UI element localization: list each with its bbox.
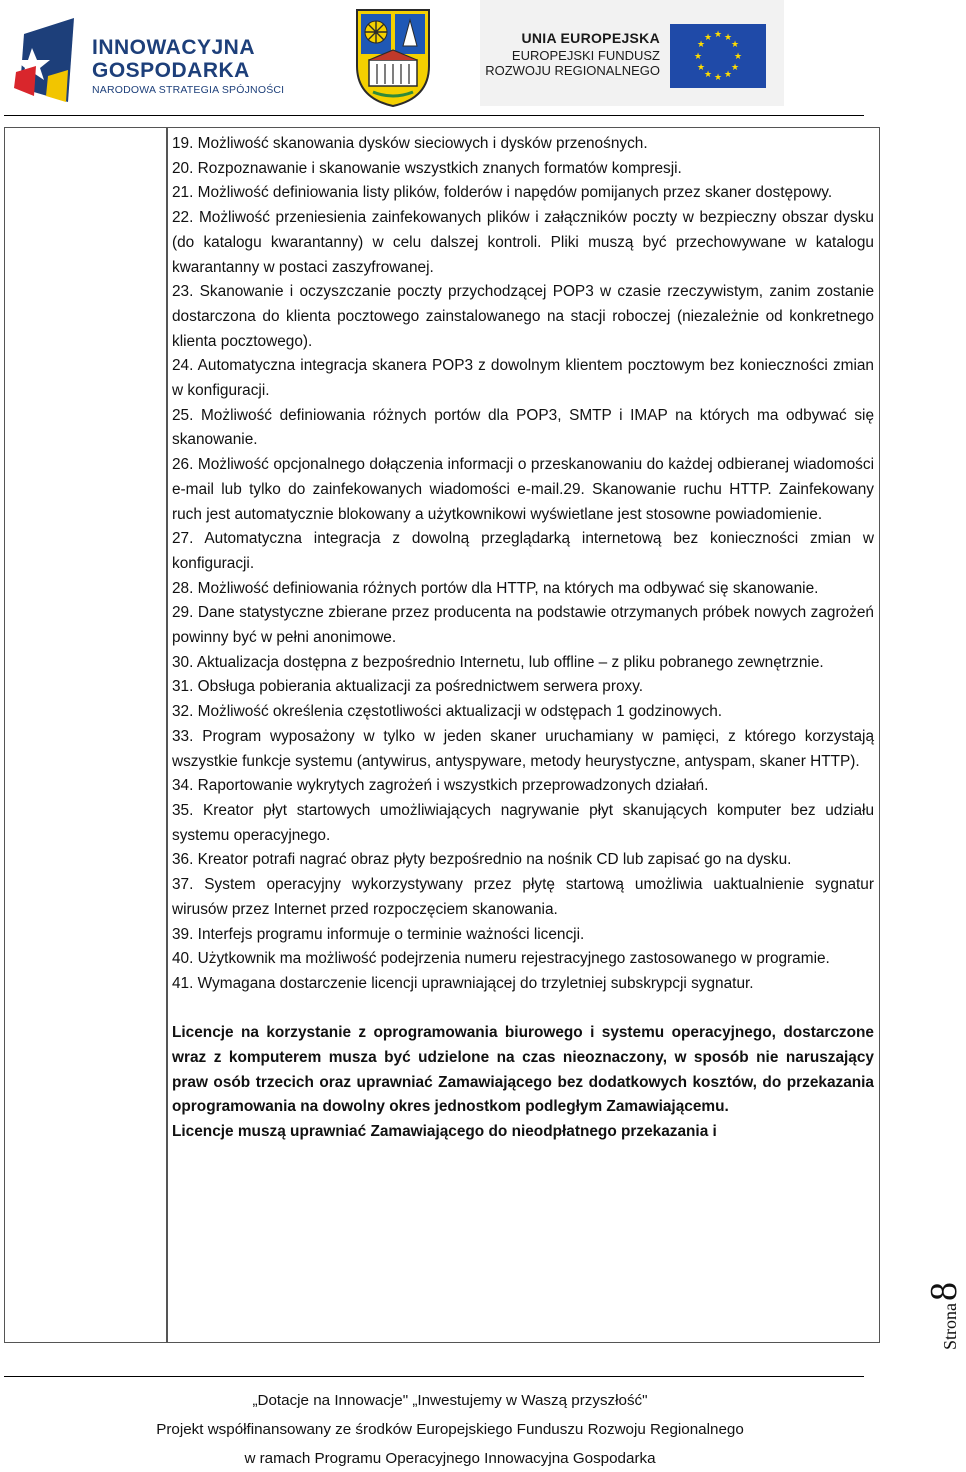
innowacyjna-gospodarka-logo (14, 12, 284, 104)
footer-program-note: w ramach Programu Operacyjnego Innowacyjna Gospodarka (244, 1450, 656, 1467)
list-item: 20. Rozpoznawanie i skanowanie wszystkich znanych formatów kompresji. (172, 159, 682, 177)
svg-text:★: ★ (693, 52, 703, 62)
svg-text:★: ★ (713, 73, 723, 83)
ig-logo-line3: NARODOWA STRATEGIA SPÓJNOŚCI (92, 84, 285, 96)
footer-cofinancing-note: Projekt współfinansowany ze środków Europejskiego Funduszu Rozwoju Regionalnego (156, 1421, 744, 1438)
list-item: 39. Interfejs programu informuje o terminie ważności licencji. (172, 925, 585, 943)
list-item: 36. Kreator potrafi nagrać obraz płyty bezpośrednio na nośnik CD lub zapisać go na dysku. (172, 851, 792, 869)
eu-logo-line3: ROZWOJU REGIONALNEGO (485, 63, 660, 78)
list-item: 35. Kreator płyt startowych umożliwiających nagrywanie płyt skanujących komputer bez udziału systemu operacyjnego. (172, 801, 874, 844)
list-item: 25. Możliwość definiowania różnych portów dla POP3, SMTP i IMAP na których ma odbywać się skanowanie. (172, 406, 874, 449)
list-item: 31. Obsługa pobierania aktualizacji za pośrednictwem serwera proxy. (172, 678, 644, 696)
page-number: 8 (923, 1282, 965, 1301)
municipal-coat-of-arms-icon (353, 6, 433, 108)
paragraph-spacer (172, 997, 874, 1022)
list-item: 29. Dane statystyczne zbierane przez producenta na podstawie otrzymanych próbek nowych zagrożeń powinny być w pełni anonimowe. (172, 604, 874, 647)
eu-regional-fund-logo (480, 0, 784, 106)
footer-slogan: „Dotacje na Innowacje" „Inwestujemy w Waszą przyszłość" (252, 1392, 648, 1409)
list-item: 34. Raportowanie wykrytych zagrożeń i wszystkich przeprowadzonych działań. (172, 777, 709, 795)
list-item: 22. Możliwość przeniesienia zainfekowanych plików i załączników poczty w bezpieczny obszar dysku (do katalogu kwarantanny) w celu dalszej kontroli. Pliki muszą być przechowywane w katalogu kwarantanny w postaci zaszyfrowanej. (172, 209, 874, 276)
svg-text:★: ★ (730, 63, 740, 73)
list-item: 37. System operacyjny wykorzystywany przez płytę startową umożliwia uaktualnienie sygnatur wirusów przez Internet przed rozpoczęciem skanowania. (172, 876, 874, 918)
list-item: 27. Automatyczna integracja z dowolną przeglądarką internetową bez konieczności zmian w konfiguracji. (172, 530, 874, 572)
list-item: 24. Automatyczna integracja skanera POP3 z dowolnym klientem pocztowym bez konieczności zmian w konfiguracji. (172, 357, 874, 400)
header-divider (4, 115, 864, 116)
license-paragraph: Licencje na korzystanie z oprogramowania biurowego i systemu operacyjnego, dostarczone wraz z komputerem musza być udzielone na czas nieoznaczony, w sposób nie naruszający praw osób trzecich oraz uprawniać Zamawiającego bez dodatkowych kosztów, do przekazania oprogramowania na dowolny okres jednostkom podległym Zamawiającemu. (172, 1024, 874, 1116)
svg-text:★: ★ (703, 33, 713, 43)
list-item: 33. Program wyposażony w tylko w jeden skaner uruchamiany w pamięci, z którego korzystają wszystkie funkcje systemu (antywirus, antyspyware, metody heurystyczne, antyspam, skaner HTTP). (172, 727, 874, 770)
svg-text:★: ★ (723, 70, 733, 80)
eu-logo-line2: EUROPEJSKI FUNDUSZ (511, 48, 660, 63)
page-word: Strona (940, 1303, 960, 1350)
list-item: 28. Możliwość definiowania różnych portów dla HTTP, na których ma odbywać się skanowanie. (172, 579, 819, 597)
svg-text:★: ★ (730, 40, 740, 50)
page-number-label (918, 1260, 965, 1360)
list-item: 26. Możliwość opcjonalnego dołączenia informacji o przeskanowaniu do każdej odbieranej wiadomości e-mail lub tylko do zainfekowanych wiadomości e-mail.29. Skanowanie ruchu HTTP. Zainfekowany ruch jest automatycznie blokowany a użytkownikowi wyświetlane jest stosowne powiadomienie. (172, 456, 874, 523)
svg-text:★: ★ (713, 30, 723, 40)
spec-table (4, 127, 880, 1343)
license-paragraph-continued: Licencje muszą uprawniać Zamawiającego do nieodpłatnego przekazania i (172, 1123, 717, 1141)
ig-logo-line1: INNOWACYJNA (92, 36, 256, 59)
spec-table-content-cell (168, 128, 878, 1342)
ig-star-flag-icon (14, 16, 78, 102)
svg-text:★: ★ (696, 40, 706, 50)
page-header (0, 0, 960, 116)
svg-text:★: ★ (733, 52, 743, 62)
eu-flag-icon (670, 24, 766, 88)
list-item: 21. Możliwość definiowania listy plików, folderów i napędów pomijanych przez skaner dostępowy. (172, 184, 833, 202)
list-item: 23. Skanowanie i oczyszczanie poczty przychodzącej POP3 w czasie rzeczywistym, zanim zostanie dostarczona do klienta pocztowego zainstalowanego na stacji roboczej (niezależnie od konkretnego klienta pocztowego). (172, 283, 874, 350)
svg-text:★: ★ (703, 70, 713, 80)
list-item: 30. Aktualizacja dostępna z bezpośrednio Internetu, lub offline – z pliku pobranego zewnętrznie. (172, 653, 824, 671)
svg-text:★: ★ (696, 63, 706, 73)
svg-text:★: ★ (723, 33, 733, 43)
list-item: 19. Możliwość skanowania dysków sieciowych i dysków przenośnych. (172, 135, 648, 152)
list-item: 32. Możliwość określenia częstotliwości aktualizacji w odstępach 1 godzinowych. (172, 703, 723, 721)
list-item: 40. Użytkownik ma możliwość podejrzenia numeru rejestracyjnego zastosowanego w programie. (172, 950, 830, 968)
footer-divider (4, 1376, 864, 1377)
eu-logo-line1: UNIA EUROPEJSKA (521, 30, 660, 46)
ig-logo-line2: GOSPODARKA (92, 59, 250, 82)
list-item: 41. Wymagana dostarczenie licencji uprawniającej do trzyletniej subskrypcji sygnatur. (172, 974, 754, 992)
